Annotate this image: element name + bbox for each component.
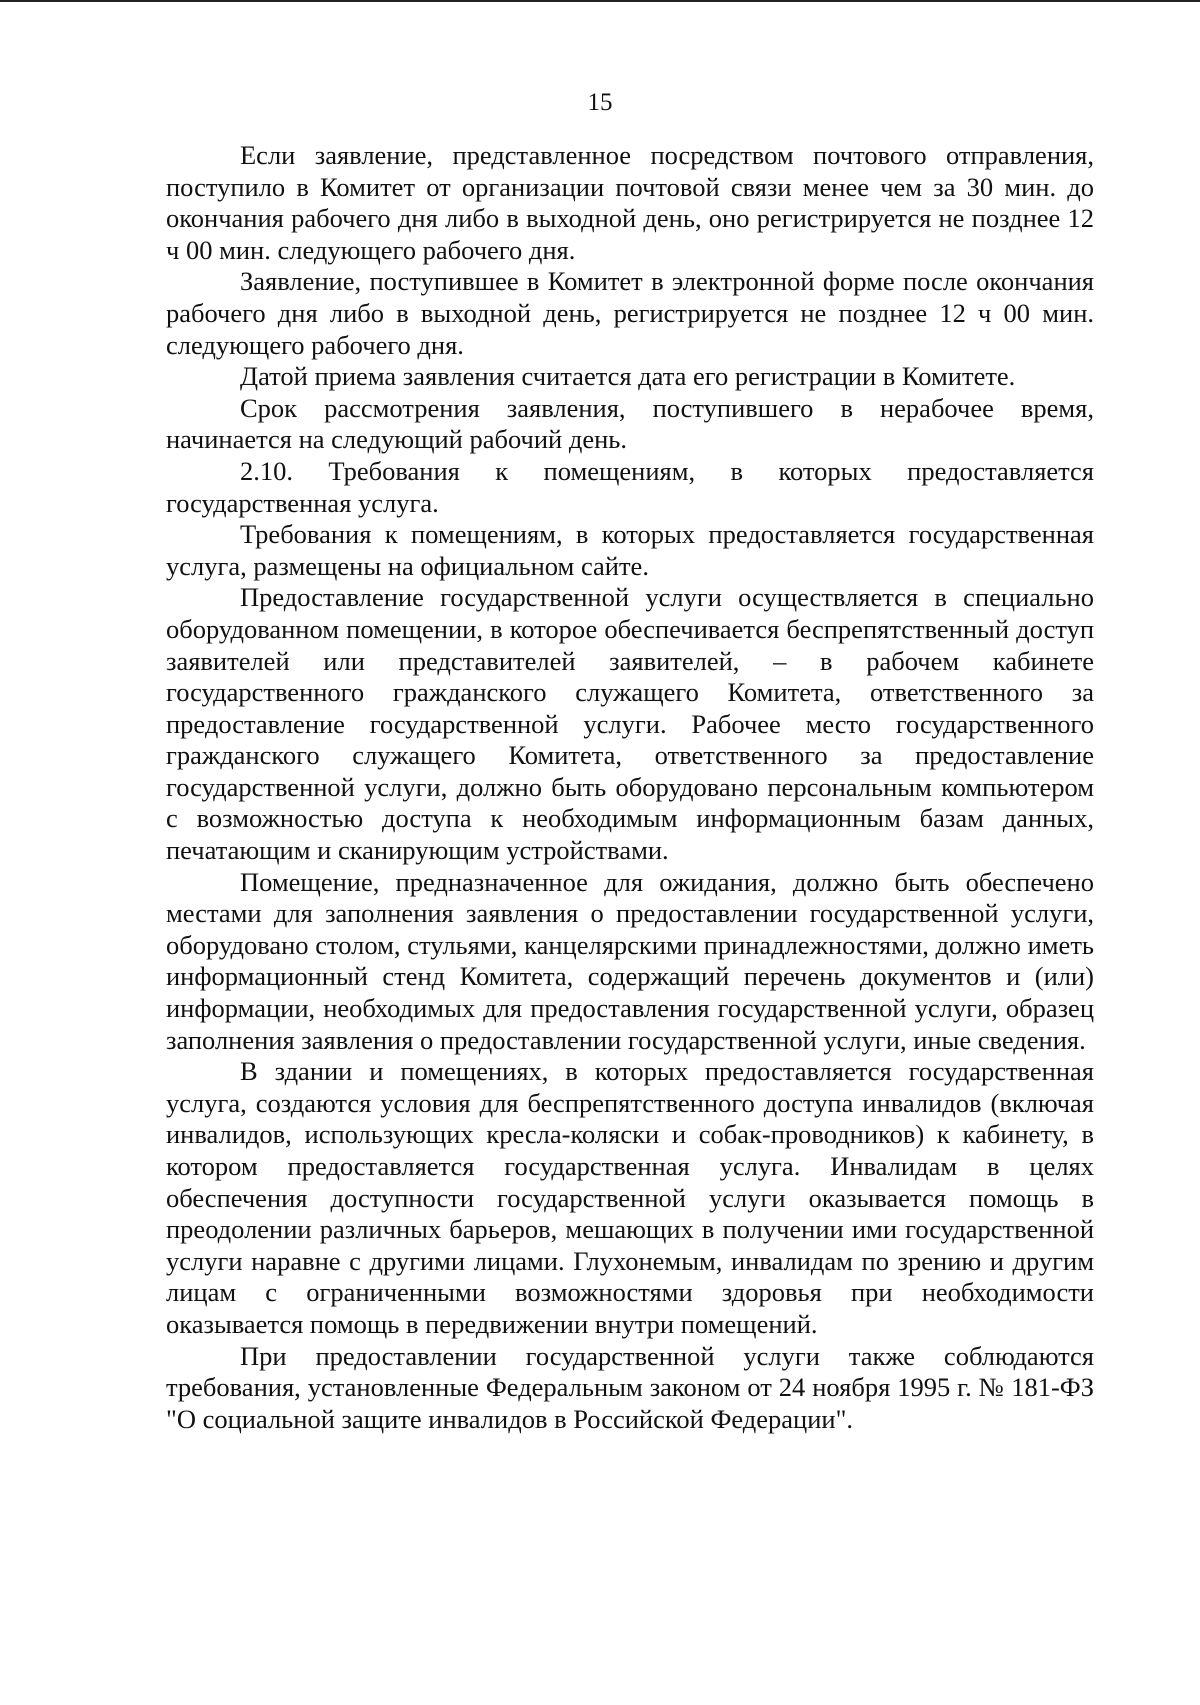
paragraph-postal-registration: Если заявление, представленное посредством почтового отправления, поступило в Комитет от организации почтовой связи менее чем за 30 мин. до окончания рабочего дня либо в выходной день, оно регистрируется не позднее 12 ч 00 мин. следующего рабочего дня.: [166, 140, 1094, 265]
page-number: 15: [587, 89, 613, 116]
document-body: [166, 140, 1094, 1435]
paragraph-accessibility: В здании и помещениях, в которых предоставляется государственная услуга, создаются условия для беспрепятственного доступа инвалидов (включая инвалидов, использующих кресла-коляски и собак-проводников) к кабинету, в котором предоставляется государственная услуга. Инвалидам в целях обеспечения доступности государственной услуги оказывается помощь в преодолении различных барьеров, мешающих в получении ими государственной услуги наравне с другими лицами. Глухонемым, инвалидам по зрению и другим лицам с ограниченными возможностями здоровья при необходимости оказывается помощь в передвижении внутри помещений.: [166, 1056, 1094, 1339]
paragraph-electronic-registration: Заявление, поступившее в Комитет в электронной форме после окончания рабочего дня либо в выходной день, регистрируется не позднее 12 ч 00 мин. следующего рабочего дня.: [166, 266, 1094, 360]
paragraph-acceptance-date: Датой приема заявления считается дата его регистрации в Комитете.: [240, 361, 1016, 392]
section-heading-2-10: 2.10. Требования к помещениям, в которых предоставляется государственная услуга.: [166, 455, 1094, 518]
paragraph-federal-law: При предоставлении государственной услуги также соблюдаются требования, установленные Федеральным законом от 24 ноября 1995 г. № 181-ФЗ "О социальной защите инвалидов в Российской Федерации".: [166, 1340, 1094, 1434]
paragraph-review-period: Срок рассмотрения заявления, поступившего в нерабочее время, начинается на следующий рабочий день.: [166, 392, 1094, 455]
paragraph-requirements-published: Требования к помещениям, в которых предоставляется государственная услуга, размещены на официальном сайте.: [166, 519, 1094, 581]
scan-top-edge: [0, 0, 1200, 2]
paragraph-waiting-area: Помещение, предназначенное для ожидания, должно быть обеспечено местами для заполнения заявления о предоставлении государственной услуги, оборудовано столом, стульями, канцелярскими принадлежностями, должно иметь информационный стенд Комитета, содержащий перечень документов и (или) информации, необходимых для предоставления государственной услуги, образец заполнения заявления о предоставлении государственной услуги, иные сведения.: [166, 866, 1094, 1055]
paragraph-service-premises: Предоставление государственной услуги осуществляется в специально оборудованном помещении, в которое обеспечивается беспрепятственный доступ заявителей или представителей заявителей, – в рабочем кабинете государственного гражданского служащего Комитета, ответственного за предоставление государственной услуги. Рабочее место государственного гражданского служащего Комитета, ответственного за предоставление государственной услуги, должно быть оборудовано персональным компьютером с возможностью доступа к необходимым информационным базам данных, печатающим и сканирующим устройствами.: [166, 582, 1094, 866]
